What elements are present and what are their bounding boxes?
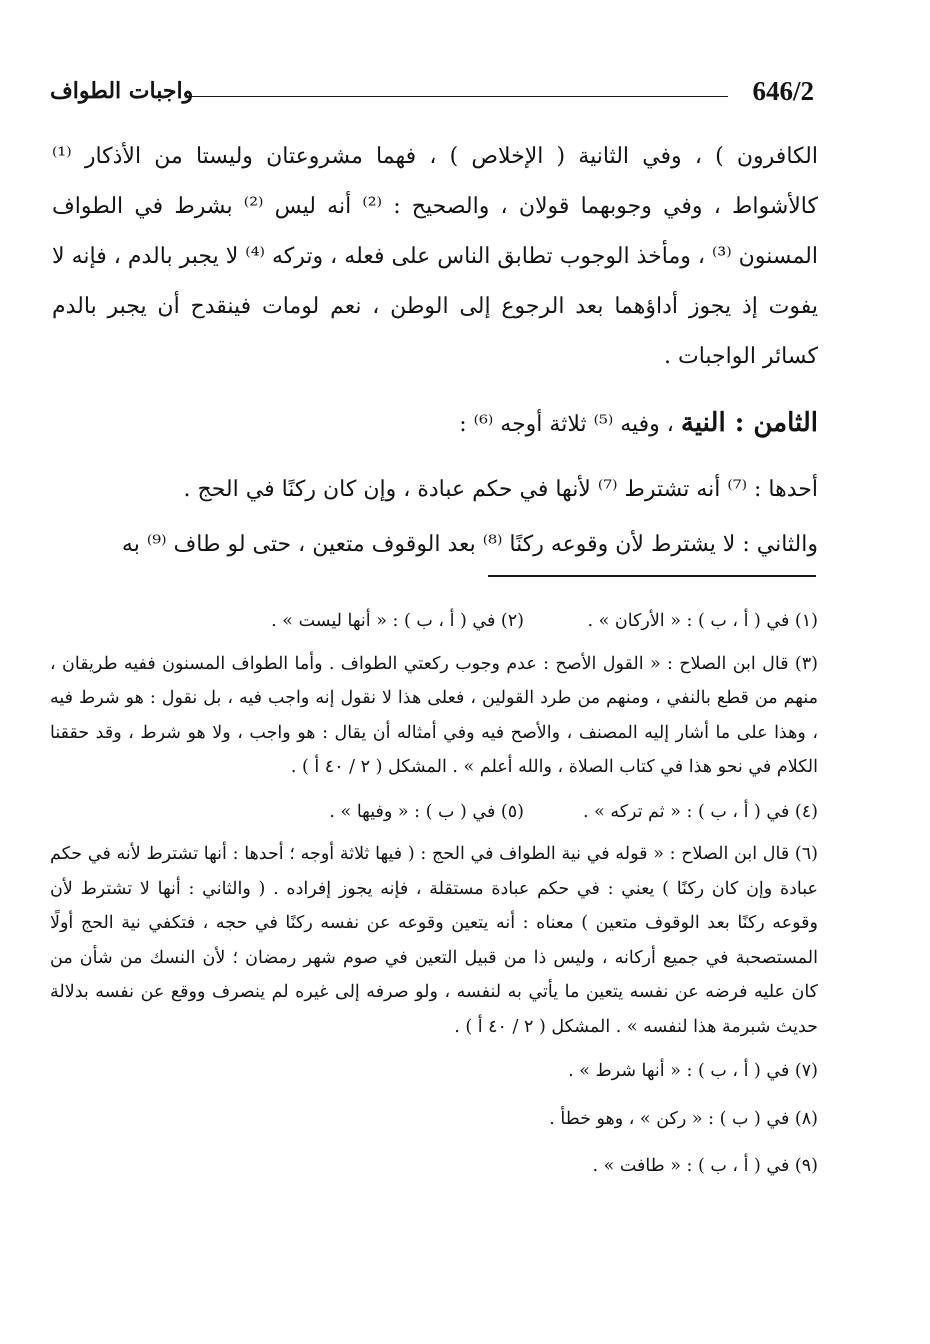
footnote-line: الحج أولًا المستصحبة في جميع أركانه ، وليس ذا من قبيل التعين في صوم شهر رمضان ؛ لأن النسك من: [50, 913, 818, 968]
footnote-line: شأن من كان عليه فرضه عن نفسه يتعين ما يأتي به لنفسه ، ولو صرفه إلى غيره لم ينصرف ووقع عن: [50, 947, 818, 1002]
running-header: [50, 74, 814, 114]
footnote-line: هو شرط فيه ، وهذا على ما أشار إليه المصنف ، والأصح فيه وفي أمثاله أن يقال : هو واجب ، ولا هو: [50, 688, 818, 743]
footnote-row: [50, 795, 818, 830]
paragraph-line: الكافرون ) ، وفي الثانية ( الإخلاص ) ، فهما مشروعتان وليستا من الأذكار ⁽¹⁾: [52, 144, 818, 169]
footnote-line: (٣) قال ابن الصلاح : « القول الأصح : عدم وجوب ركعتي الطواف . وأما الطواف المسنون ففيه: [123, 653, 818, 674]
footnote-7: (٧) في ( أ ، ب ) : « أنها شرط » .: [568, 1061, 818, 1081]
footnote-8: (٨) في ( ب ) : « ركن » ، وهو خطأ .: [549, 1108, 818, 1129]
paragraph-line: المسنون ⁽³⁾ ، ومأخذ الوجوب تطابق الناس على فعله ، وتركه ⁽⁴⁾ لا يجبر بالدم ،: [113, 244, 819, 269]
footnote-line: طريقان ، منهم من قطع بالنفي ، ومنهم من طرد القولين ، فعلى هذا لا نقول إنه واجب فيه ، بل نقول :: [50, 653, 818, 708]
section-heading: [52, 398, 818, 450]
footnote-separator: [488, 575, 816, 577]
heading-rest: ، وفيه ⁽⁵⁾ ثلاثة أوجه ⁽⁶⁾ :: [459, 412, 674, 437]
footnote-row: [50, 604, 818, 639]
option-1: أحدها : ⁽⁷⁾ أنه تشترط ⁽⁷⁾ لأنها في حكم عبادة ، وإن كان ركنًا في الحج .: [183, 477, 818, 502]
main-text: [52, 132, 818, 570]
footnote-6: [50, 837, 818, 1044]
footnote-line: حكم عبادة وإن كان ركنًا ) يعني : في حكم عبادة مستقلة ، فإنه يجوز إفراده . ( والثاني : أنها لا: [50, 844, 818, 899]
footnote-9: (٩) في ( أ ، ب ) : « طافت » .: [592, 1156, 818, 1176]
footnote-4: (٤) في ( أ ، ب ) : « ثم تركه » .: [582, 801, 818, 822]
footnote-line: شرط ، وقد حققنا الكلام في نحو هذا في كتاب الصلاة ، والله أعلم » . المشكل ( ٢ / ٤٠ أ ) .: [50, 722, 818, 777]
header-rule: [186, 96, 728, 97]
heading-title: الثامن : النية: [680, 408, 818, 438]
running-title: واجبات الطواف: [50, 78, 194, 104]
paragraph-line: فإنه لا يفوت إذ يجوز أداؤهما بعد الرجوع إلى الوطن ، نعم لومات فينقدح أن يجبر: [52, 244, 818, 319]
footnote-1: (١) في ( أ ، ب ) : « الأركان » .: [587, 611, 818, 631]
paragraph-line: كالأشواط ، وفي وجوبهما قولان ، والصحيح : ⁽²⁾ أنه ليس ⁽²⁾ بشرط في الطواف: [52, 194, 818, 219]
footnotes: [50, 604, 818, 1197]
page-number: 646/2: [752, 76, 814, 106]
footnote-5: (٥) في ( ب ) : « وفيها » .: [329, 801, 524, 822]
option-2: والثاني : لا يشترط لأن وقوعه ركنًا ⁽⁸⁾ بعد الوقوف متعين ، حتى لو طاف ⁽⁹⁾ به: [121, 532, 818, 557]
footnote-2: (٢) في ( أ ، ب ) : « أنها ليست » .: [271, 611, 524, 631]
footnote-line: (٦) قال ابن الصلاح : « قوله في نية الطواف في الحج : ( فيها ثلاثة أوجه ؛ أحدها : أنها تشترط لأنه في: [87, 844, 818, 864]
footnote-3: [50, 647, 818, 785]
paragraph-line: بالدم كسائر الواجبات .: [52, 294, 818, 369]
footnote-line: تشترط لأن وقوعه ركنًا بعد الوقوف متعين ) معناه : أنه يتعين وقوعه عن نفسه ركنًا في حجه ، فتكفي نية: [50, 878, 818, 933]
paragraph-1: [52, 132, 818, 382]
footnote-line: نفسه بدلالة حديث شبرمة هذا لنفسه » . المشكل ( ٢ / ٤٠ أ ) .: [50, 982, 818, 1037]
